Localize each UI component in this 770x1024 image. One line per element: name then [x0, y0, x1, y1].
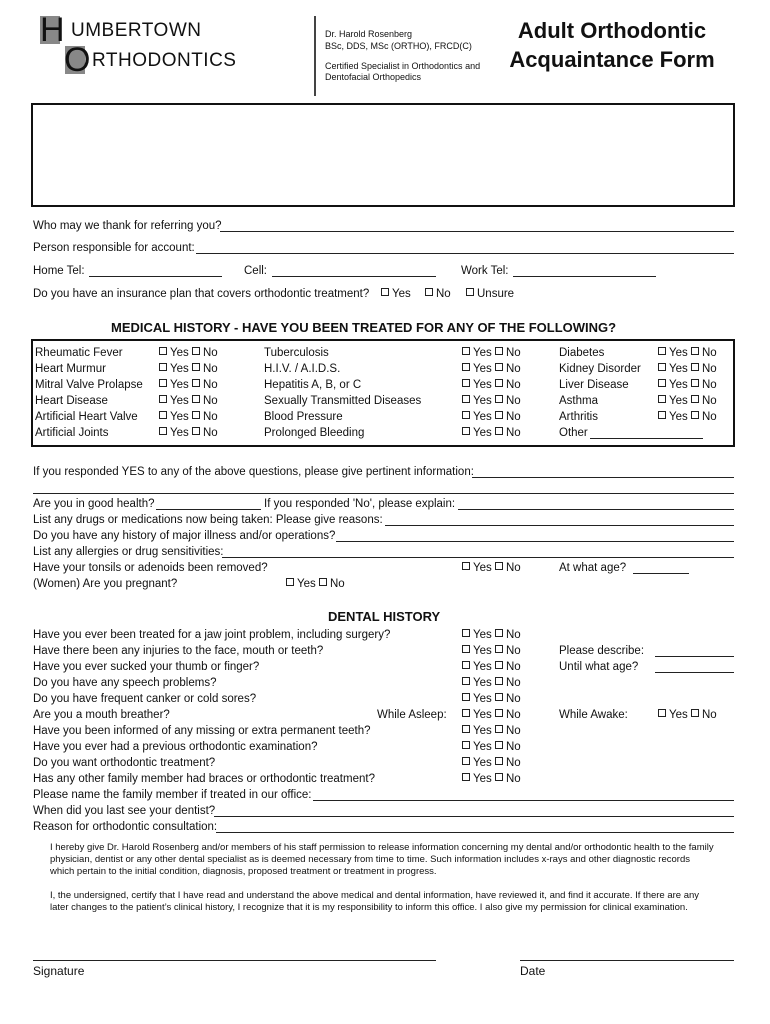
dental-question: Have there been any injuries to the face, mouth or teeth? — [33, 645, 324, 657]
condition-yes-no[interactable]: Yes No — [462, 394, 521, 408]
condition-label: Mitral Valve Prolapse — [35, 379, 143, 391]
referral-label: Who may we thank for referring you? — [33, 220, 222, 232]
date-label: Date — [520, 964, 546, 978]
dental-yes-no[interactable]: Yes No — [462, 660, 521, 674]
condition-yes-no[interactable]: Yes No — [159, 362, 218, 376]
dental-question: Do you want orthodontic treatment? — [33, 757, 216, 769]
while-asleep-label: While Asleep: — [377, 709, 447, 721]
practice-name-line1: UMBERTOWN — [71, 20, 202, 41]
medical-conditions-box — [31, 339, 735, 447]
condition-yes-no[interactable]: Yes No — [159, 426, 218, 440]
cell-label: Cell: — [244, 265, 268, 277]
last-dentist-field[interactable] — [214, 816, 734, 817]
reason-field[interactable] — [216, 832, 734, 833]
referral-field[interactable] — [220, 231, 734, 232]
medical-history-heading: MEDICAL HISTORY - HAVE YOU BEEN TREATED FOR ANY OF THE FOLLOWING? — [111, 320, 617, 335]
please-describe-label: Please describe: — [559, 645, 645, 657]
condition-label: Heart Murmur — [35, 363, 106, 375]
drugs-label: List any drugs or medications now being taken: Please give reasons: — [33, 514, 383, 526]
condition-yes-no[interactable]: Yes No — [462, 426, 521, 440]
condition-yes-no[interactable]: Yes No — [159, 394, 218, 408]
family-name-field[interactable] — [313, 800, 734, 801]
condition-label: Hepatitis A, B, or C — [264, 379, 362, 391]
pertinent-label: If you responded YES to any of the above questions, please give pertinent information: — [33, 466, 474, 478]
logo-letter-h: H — [40, 11, 65, 49]
condition-label: Rheumatic Fever — [35, 347, 123, 359]
condition-label: Artificial Heart Valve — [35, 411, 138, 423]
allergies-label: List any allergies or drug sensitivities: — [33, 546, 224, 558]
dental-question: Has any other family member had braces or orthodontic treatment? — [33, 773, 375, 785]
tonsils-yes-no[interactable]: Yes No — [462, 561, 521, 575]
other-condition-field[interactable] — [590, 438, 703, 439]
condition-yes-no[interactable]: Yes No — [658, 362, 717, 376]
pertinent-field-2[interactable] — [33, 493, 734, 494]
dental-yes-no[interactable]: Yes No — [462, 740, 521, 754]
reason-label: Reason for orthodontic consultation: — [33, 821, 218, 833]
specialty-line1: Certified Specialist in Orthodontics and — [325, 61, 481, 71]
work-tel-label: Work Tel: — [461, 265, 509, 277]
illness-field[interactable] — [336, 541, 734, 542]
condition-yes-no[interactable]: Yes No — [159, 378, 218, 392]
tonsils-label: Have your tonsils or adenoids been removed? — [33, 562, 268, 574]
family-name-label: Please name the family member if treated in our office: — [33, 789, 312, 801]
logo-letter-o: O — [64, 41, 91, 79]
allergies-field[interactable] — [222, 557, 734, 558]
dental-yes-no[interactable]: Yes No — [462, 708, 521, 722]
date-field[interactable] — [520, 960, 734, 961]
age-field[interactable] — [633, 573, 689, 574]
dental-yes-no[interactable]: Yes No — [462, 692, 521, 706]
condition-yes-no[interactable]: Yes No — [159, 346, 218, 360]
patient-info-box[interactable] — [31, 103, 735, 207]
condition-yes-no[interactable]: Yes No — [462, 346, 521, 360]
insurance-no[interactable]: No — [425, 287, 451, 301]
illness-label: Do you have any history of major illness and/or operations? — [33, 530, 336, 542]
condition-label: Blood Pressure — [264, 411, 343, 423]
condition-label: Diabetes — [559, 347, 605, 359]
pertinent-field[interactable] — [472, 477, 734, 478]
condition-yes-no[interactable]: Yes No — [658, 346, 717, 360]
home-tel-label: Home Tel: — [33, 265, 85, 277]
condition-label: Artificial Joints — [35, 427, 109, 439]
good-health-label: Are you in good health? — [33, 498, 155, 510]
form-title-line1: Adult Orthodontic — [517, 18, 707, 43]
condition-label: Tuberculosis — [264, 347, 329, 359]
dental-question: Have you ever had a previous orthodontic examination? — [33, 741, 318, 753]
dental-question: Have you been informed of any missing or extra permanent teeth? — [33, 725, 371, 737]
dental-question: Do you have any speech problems? — [33, 677, 217, 689]
insurance-unsure[interactable]: Unsure — [466, 287, 514, 301]
last-dentist-label: When did you last see your dentist? — [33, 805, 216, 817]
while-awake-label: While Awake: — [559, 709, 628, 721]
until-age-label: Until what age? — [559, 661, 639, 673]
condition-label: H.I.V. / A.I.D.S. — [264, 363, 341, 375]
specialty-line2: Dentofacial Orthopedics — [325, 72, 422, 82]
signature-label: Signature — [33, 964, 85, 978]
explain-field[interactable] — [458, 509, 734, 510]
work-tel-field[interactable] — [513, 276, 656, 277]
dental-yes-no[interactable]: Yes No — [462, 724, 521, 738]
dental-question: Do you have frequent canker or cold sores? — [33, 693, 257, 705]
condition-label: Liver Disease — [559, 379, 629, 391]
doctor-credentials: BSc, DDS, MSc (ORTHO), FRCD(C) — [325, 41, 472, 51]
dental-yes-no[interactable]: Yes No — [462, 644, 521, 658]
practice-name-line2: RTHODONTICS — [92, 50, 237, 71]
dental-question: Have you ever been treated for a jaw joint problem, including surgery? — [33, 629, 391, 641]
condition-label: Kidney Disorder — [559, 363, 641, 375]
condition-yes-no[interactable]: Yes No — [462, 410, 521, 424]
dental-question: Have you ever sucked your thumb or finger? — [33, 661, 260, 673]
condition-label: Sexually Transmitted Diseases — [264, 395, 422, 407]
please-describe-field[interactable] — [655, 656, 734, 657]
responsible-label: Person responsible for account: — [33, 242, 195, 254]
dental-history-heading: DENTAL HISTORY — [328, 609, 441, 624]
insurance-yes[interactable]: Yes — [381, 287, 411, 301]
until-age-field[interactable] — [655, 672, 734, 673]
dental-yes-no[interactable]: Yes No — [462, 676, 521, 690]
condition-label: Asthma — [559, 395, 598, 407]
dental-yes-no[interactable]: Yes No — [462, 772, 521, 786]
consent-paragraph-1: I hereby give Dr. Harold Rosenberg and/or members of his staff permission to release information concerning my dental and/or orthodontic health to the family physician, dentist or any other dental specialist as is deemed necessary from time to time. Such information includes x-rays and other diagnostic records which pertain to the initial condition, diagnosis, proposed treatment or treatment in progress. — [50, 842, 714, 877]
condition-yes-no[interactable]: Yes No — [462, 362, 521, 376]
pregnant-label: (Women) Are you pregnant? — [33, 578, 178, 590]
while-awake-yes-no[interactable]: Yes No — [658, 708, 717, 722]
explain-label: If you responded 'No', please explain: — [264, 498, 456, 510]
condition-yes-no[interactable]: Yes No — [658, 378, 717, 392]
drugs-field[interactable] — [385, 525, 734, 526]
good-health-field[interactable] — [156, 509, 261, 510]
signature-field[interactable] — [33, 960, 436, 961]
condition-label: Arthritis — [559, 411, 598, 423]
form-title-line2: Acquaintance Form — [509, 47, 715, 72]
condition-yes-no[interactable]: Yes No — [462, 378, 521, 392]
condition-yes-no[interactable]: Yes No — [658, 394, 717, 408]
condition-label: Heart Disease — [35, 395, 108, 407]
condition-yes-no[interactable]: Yes No — [658, 410, 717, 424]
condition-label: Prolonged Bleeding — [264, 427, 365, 439]
home-tel-field[interactable] — [89, 276, 222, 277]
cell-field[interactable] — [272, 276, 436, 277]
doctor-name: Dr. Harold Rosenberg — [325, 29, 413, 39]
dental-question: Are you a mouth breather? — [33, 709, 170, 721]
responsible-field[interactable] — [196, 253, 734, 254]
pregnant-yes-no[interactable]: Yes No — [286, 577, 345, 591]
insurance-label: Do you have an insurance plan that covers orthodontic treatment? — [33, 288, 370, 300]
dental-yes-no[interactable]: Yes No — [462, 756, 521, 770]
consent-paragraph-2: I, the undersigned, certify that I have read and understand the above medical and dental information, have reviewed it, and find it accurate. If there are any later changes to the patient’s clinical history, I recognize that it is my responsibility to inform this office. I also give my permission for clinical examination. — [50, 890, 700, 913]
condition-label: Other — [559, 427, 588, 439]
age-label: At what age? — [559, 562, 627, 574]
dental-yes-no[interactable]: Yes No — [462, 628, 521, 642]
condition-yes-no[interactable]: Yes No — [159, 410, 218, 424]
header-divider — [314, 16, 316, 96]
